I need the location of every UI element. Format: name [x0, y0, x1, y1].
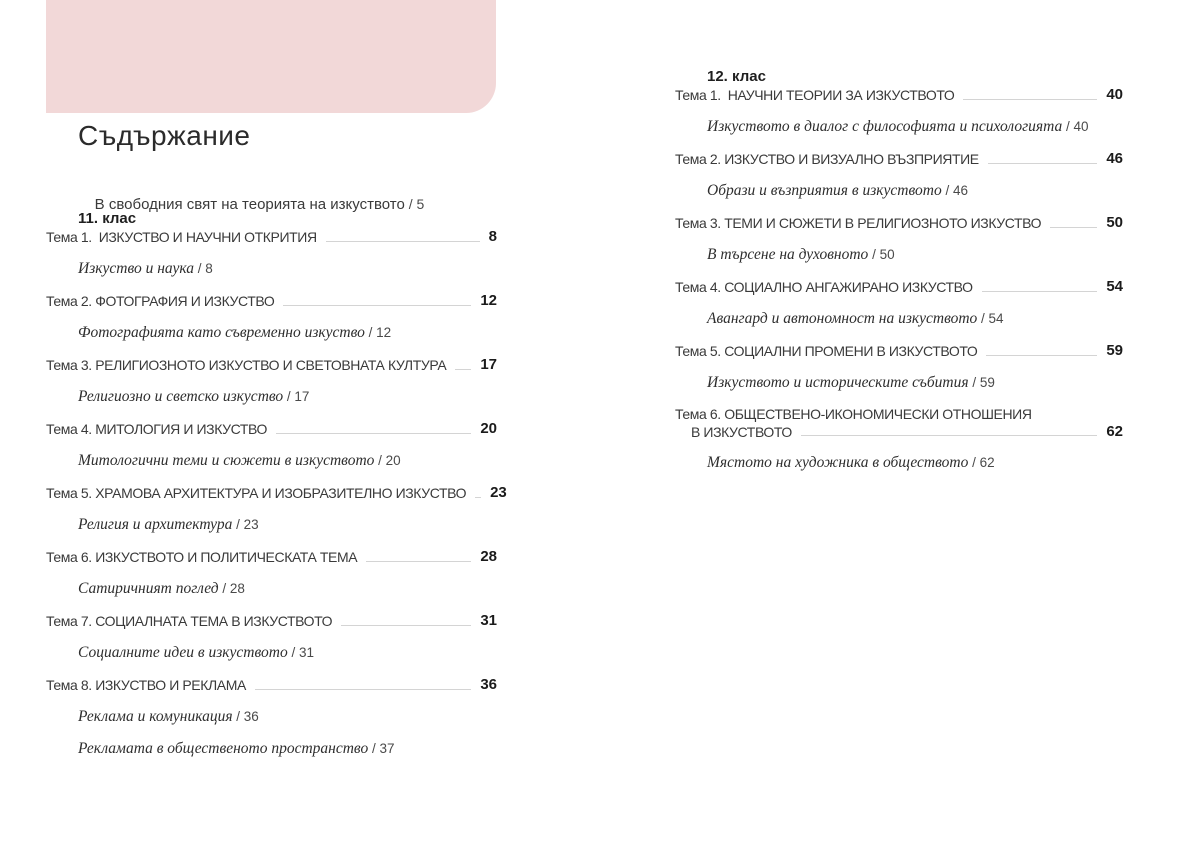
- section-label-grade-12: 12. клас: [707, 68, 766, 85]
- subtopic-label: В търсене на духовното: [707, 246, 869, 263]
- page-number: 31: [480, 612, 497, 629]
- toc-entry-title: Тема 8. ИЗКУСТВО И РЕКЛАМА: [46, 677, 246, 693]
- toc-entry-title: Тема 2. ИЗКУСТВО И ВИЗУАЛНО ВЪЗПРИЯТИЕ: [675, 151, 979, 167]
- subtopic-label: Образи и възприятия в изкуството: [707, 182, 942, 199]
- toc-entry-subtopic: [46, 739, 497, 759]
- page-number: 40: [1106, 86, 1123, 103]
- intro-label: В свободния свят на теорията на изкуството: [94, 196, 405, 213]
- subtopic-page-ref: / 46: [941, 183, 968, 198]
- toc-entry-subtopic: [46, 643, 497, 663]
- toc-entry-title: Тема 1. НАУЧНИ ТЕОРИИ ЗА ИЗКУСТВОТО: [675, 87, 955, 103]
- leader-line: [963, 99, 1097, 100]
- toc-entry-theme: [675, 213, 1123, 233]
- toc-entry-theme: [46, 227, 497, 247]
- toc-entry-subtopic: [675, 453, 1123, 473]
- toc-entry-theme: [675, 341, 1123, 361]
- page-number: 8: [488, 228, 497, 245]
- leader-line: [475, 497, 481, 498]
- toc-column-grade-12: [675, 68, 1123, 485]
- subtopic-page-ref: / 40: [1062, 119, 1089, 134]
- leader-line: [341, 625, 471, 626]
- page-number: 23: [490, 484, 507, 501]
- toc-entry-subtopic: [46, 259, 497, 279]
- subtopic-label: Фотографията като съвременно изкуство: [78, 324, 365, 341]
- page-number: 12: [480, 292, 497, 309]
- toc-entry-title: Тема 1. ИЗКУСТВО И НАУЧНИ ОТКРИТИЯ: [46, 229, 317, 245]
- subtopic-page-ref: / 12: [364, 325, 392, 340]
- subtopic-label: Реклама и комуникация: [78, 708, 233, 725]
- toc-entry-title: Тема 7. СОЦИАЛНАТА ТЕМА В ИЗКУСТВОТО: [46, 613, 333, 629]
- subtopic-label: Митологични теми и сюжети в изкуството: [78, 452, 375, 469]
- leader-line: [801, 435, 1097, 436]
- intro-page-ref: / 5: [404, 196, 425, 212]
- subtopic-page-ref: / 23: [232, 517, 259, 532]
- toc-entry-title: Тема 3. РЕЛИГИОЗНОТО ИЗКУСТВО И СВЕТОВНАТА КУЛТУРА: [46, 357, 447, 373]
- toc-column-grade-11: [46, 210, 507, 771]
- leader-line: [255, 689, 471, 690]
- leader-line: [982, 291, 1098, 292]
- toc-entry-title: Тема 5. ХРАМОВА АРХИТЕКТУРА И ИЗОБРАЗИТЕЛНО ИЗКУСТВО: [46, 485, 467, 501]
- toc-entry-title: Тема 2. ФОТОГРАФИЯ И ИЗКУСТВО: [46, 293, 275, 309]
- toc-entry-subtopic: [46, 707, 497, 727]
- page-number: 59: [1106, 342, 1123, 359]
- toc-entry-subtopic: [46, 451, 497, 471]
- toc-entry-theme: [46, 355, 497, 375]
- subtopic-label: Изкуството в диалог с философията и психологията: [707, 118, 1063, 135]
- subtopic-label: Рекламата в общественото пространство: [78, 740, 369, 757]
- section-label-grade-11: 11. клас: [78, 210, 137, 227]
- subtopic-page-ref: / 59: [968, 375, 995, 390]
- subtopic-page-ref: / 8: [193, 261, 213, 276]
- toc-entry-theme-two-line: [675, 405, 1123, 441]
- toc-entry-title: Тема 3. ТЕМИ И СЮЖЕТИ В РЕЛИГИОЗНОТО ИЗКУСТВО: [675, 215, 1042, 231]
- page-number: 28: [480, 548, 497, 565]
- toc-entry-subtopic: [675, 181, 1123, 201]
- page-number: 54: [1106, 278, 1123, 295]
- toc-entry-title: Тема 6. ИЗКУСТВОТО И ПОЛИТИЧЕСКАТА ТЕМА: [46, 549, 358, 565]
- decorative-pink-banner: [46, 0, 496, 113]
- leader-line: [326, 241, 480, 242]
- toc-entry-title: Тема 4. СОЦИАЛНО АНГАЖИРАНО ИЗКУСТВО: [675, 279, 973, 295]
- subtopic-label: Изкуството и историческите събития: [707, 374, 969, 391]
- subtopic-label: Социалните идеи в изкуството: [78, 644, 288, 661]
- leader-line: [986, 355, 1097, 356]
- toc-entry-title-line2: В ИЗКУСТВОТО: [691, 424, 792, 440]
- toc-entry-theme: [46, 483, 507, 503]
- toc-entry-subtopic: [675, 309, 1123, 329]
- subtopic-page-ref: / 36: [232, 709, 259, 724]
- subtopic-label: Изкуство и наука: [78, 260, 194, 277]
- page-number: 50: [1106, 214, 1123, 231]
- page-number: 17: [480, 356, 497, 373]
- leader-line: [455, 369, 471, 370]
- subtopic-label: Сатиричният поглед: [78, 580, 219, 597]
- page-number: 36: [480, 676, 497, 693]
- toc-entry-subtopic: [675, 245, 1123, 265]
- subtopic-label: Религия и архитектура: [78, 516, 233, 533]
- toc-entry-title-line1: Тема 6. ОБЩЕСТВЕНО-ИКОНОМИЧЕСКИ ОТНОШЕНИЯ: [675, 406, 1032, 422]
- subtopic-page-ref: / 54: [977, 311, 1004, 326]
- leader-line: [366, 561, 471, 562]
- subtopic-page-ref: / 62: [968, 455, 995, 470]
- page-number: 46: [1106, 150, 1123, 167]
- toc-entry-theme: [675, 149, 1123, 169]
- toc-entry-theme: [46, 419, 497, 439]
- toc-entry-theme: [675, 277, 1123, 297]
- subtopic-page-ref: / 17: [283, 389, 310, 404]
- page-title: Съдържание: [78, 120, 251, 151]
- subtopic-label: Мястото на художника в обществото: [707, 454, 969, 471]
- toc-entry-theme: [46, 675, 497, 695]
- leader-line: [1050, 227, 1097, 228]
- toc-entry-title-line2-row: [675, 423, 1123, 441]
- toc-entry-theme: [46, 611, 497, 631]
- toc-entry-theme: [46, 547, 497, 567]
- toc-entry-subtopic: [46, 579, 497, 599]
- toc-entry-subtopic: [46, 387, 497, 407]
- toc-entry-title: Тема 5. СОЦИАЛНИ ПРОМЕНИ В ИЗКУСТВОТО: [675, 343, 978, 359]
- toc-entry-subtopic: [675, 373, 1123, 393]
- subtopic-page-ref: / 50: [868, 247, 895, 262]
- leader-line: [988, 163, 1098, 164]
- subtopic-page-ref: / 31: [287, 645, 314, 660]
- subtopic-page-ref: / 20: [374, 453, 401, 468]
- leader-line: [283, 305, 471, 306]
- page-number: 20: [480, 420, 497, 437]
- subtopic-page-ref: / 28: [218, 581, 245, 596]
- subtopic-label: Религиозно и светско изкуство: [78, 388, 284, 405]
- subtopic-page-ref: / 37: [368, 741, 395, 756]
- page-number: 62: [1106, 423, 1123, 440]
- subtopic-label: Авангард и автономност на изкуството: [707, 310, 978, 327]
- toc-entry-subtopic: [46, 323, 497, 343]
- toc-entry-subtopic: [675, 117, 1123, 137]
- toc-entry-theme: [46, 291, 497, 311]
- toc-entry-title: Тема 4. МИТОЛОГИЯ И ИЗКУСТВО: [46, 421, 267, 437]
- leader-line: [276, 433, 471, 434]
- toc-entry-theme: [675, 85, 1123, 105]
- toc-entry-subtopic: [46, 515, 497, 535]
